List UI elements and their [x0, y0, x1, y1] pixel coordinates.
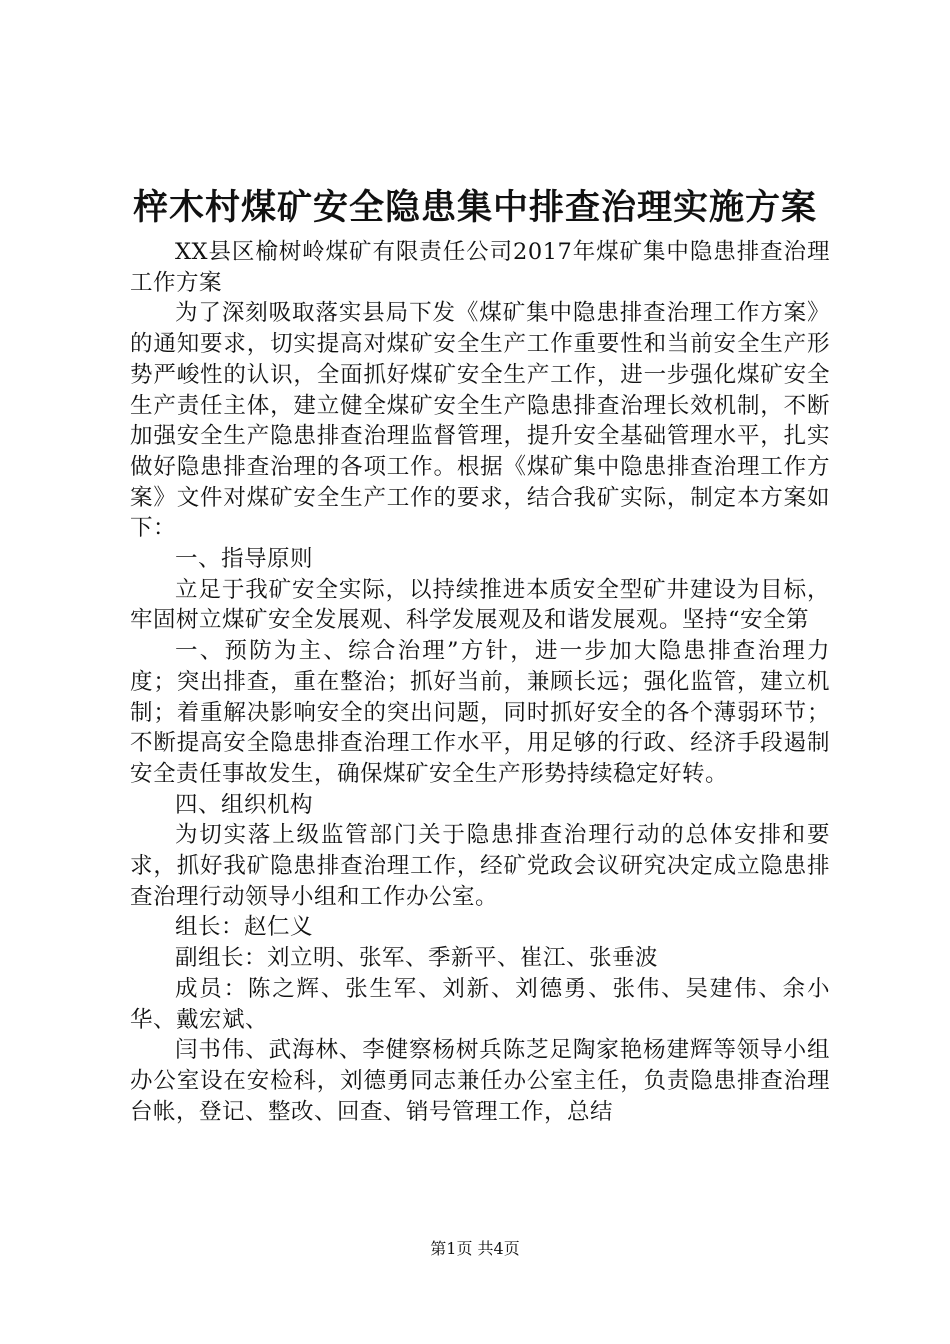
page-number-footer: 第1页 共4页	[430, 1239, 520, 1258]
paragraph-purpose: 为了深刻吸取落实县局下发《煤矿集中隐患排查治理工作方案》的通知要求，切实提高对煤矿安全生产工作重要性和当前安全生产形势严峻性的认识，全面抓好煤矿安全生产工作，进一步强化煤矿安全生产责任主体，建立健全煤矿安全生产隐患排查治理长效机制，不断加强安全生产隐患排查治理监督管理，提升安全基础管理水平，扎实做好隐患排查治理的各项工作。根据《煤矿集中隐患排查治理工作方案》文件对煤矿安全生产工作的要求，结合我矿实际，制定本方案如下：	[130, 300, 830, 542]
paragraph-intro: XX县区榆树岭煤矿有限责任公司2017年煤矿集中隐患排查治理工作方案	[130, 239, 830, 296]
document-title: 梓木村煤矿安全隐患集中排查治理实施方案	[132, 187, 817, 228]
paragraph-deputy-leaders: 副组长：刘立明、张军、季新平、崔江、张垂波	[175, 945, 659, 972]
document-body	[130, 237, 830, 1127]
heading-guiding-principle: 一、指导原则	[175, 546, 314, 573]
paragraph-leader: 组长：赵仁义	[175, 914, 314, 941]
heading-organization: 四、组织机构	[175, 791, 314, 818]
paragraph-principle: 立足于我矿安全实际，以持续推进本质安全型矿井建设为目标，牢固树立煤矿安全发展观、科学发展观及和谐发展观。坚持“安全第	[130, 576, 830, 634]
paragraph-policy: 一、预防为主、综合治理”方针，进一步加大隐患排查治理力度；突出排查，重在整治；抓好当前，兼顾长远；强化监管，建立机制；着重解决影响安全的突出问题，同时抓好安全的各个薄弱环节；不断提高安全隐患排查治理工作水平，用足够的行政、经济手段遏制安全责任事故发生，确保煤矿安全生产形势持续稳定好转。	[130, 638, 830, 787]
paragraph-members: 成员：陈之辉、张生军、刘新、刘德勇、张伟、吴建伟、余小华、戴宏斌、	[130, 975, 830, 1033]
paragraph-organization: 为切实落上级监管部门关于隐患排查治理行动的总体安排和要求，抓好我矿隐患排查治理工作，经矿党政会议研究决定成立隐患排查治理行动领导小组和工作办公室。	[130, 822, 830, 910]
paragraph-office: 闫书伟、武海林、李健察杨树兵陈芝足陶家艳杨建辉等领导小组办公室设在安检科，刘德勇同志兼任办公室主任，负责隐患排查治理台帐，登记、整改、回查、销号管理工作，总结	[130, 1037, 830, 1125]
